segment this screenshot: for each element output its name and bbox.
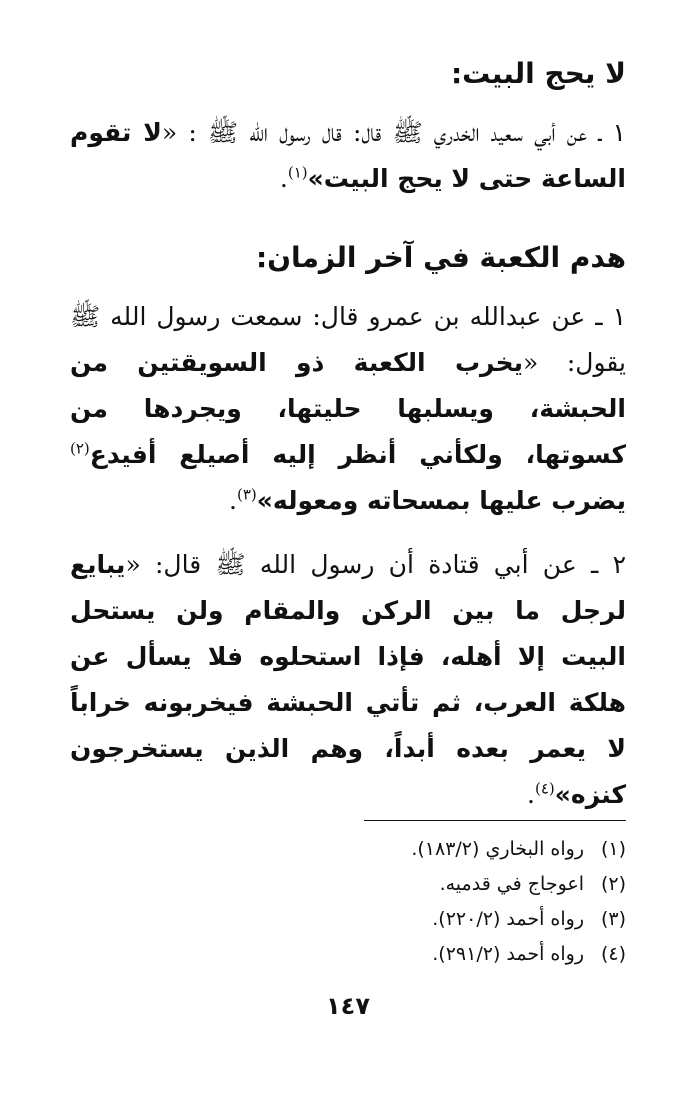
footnote-number: (٢) bbox=[600, 873, 626, 895]
footnote-ref[interactable]: (٣) bbox=[236, 485, 257, 504]
section-heading-kaaba: هدم الكعبة في آخر الزمان: bbox=[255, 241, 626, 274]
footnote-number: (٣) bbox=[600, 908, 626, 930]
footnote-number: (١) bbox=[600, 838, 626, 860]
page-body bbox=[70, 52, 626, 836]
footnote-text: رواه أحمد (٢٩١/٢). bbox=[432, 943, 584, 965]
footnote-item bbox=[206, 937, 626, 972]
hadith-number: ١ ـ bbox=[595, 302, 626, 331]
hadith-paragraph bbox=[70, 542, 626, 818]
hadith-intro: عن عبدالله بن عمرو قال: سمعت رسول الله ﷺ يقول: « bbox=[70, 302, 626, 377]
footnote-number: (٤) bbox=[600, 943, 626, 965]
hadith-number: ٢ ـ bbox=[590, 550, 626, 579]
hadith-intro: عن أبي سعيد الخدري ﷺ قال: قال رسول الله ﷺ : « bbox=[161, 118, 588, 147]
footnote-ref[interactable]: (٢) bbox=[70, 439, 90, 458]
footnote-item bbox=[206, 902, 626, 937]
hadith-text: لا تقوم الساعة حتى لا يحج البيت» bbox=[70, 118, 626, 193]
footnote-text: رواه البخاري (١٨٣/٢). bbox=[411, 838, 584, 860]
sentence-end: . bbox=[279, 164, 288, 193]
hadith-number: ١ ـ bbox=[598, 118, 626, 147]
hadith-paragraph bbox=[70, 294, 626, 524]
sentence-end: . bbox=[527, 780, 535, 809]
footnote-ref[interactable]: (١) bbox=[287, 163, 308, 182]
hadith-text: يضرب عليها بمسحاته ومعوله» bbox=[256, 486, 626, 515]
footnote-divider bbox=[364, 820, 626, 821]
hadith-intro: عن أبي قتادة أن رسول الله ﷺ قال: « bbox=[125, 550, 577, 579]
footnote-text: رواه أحمد (٢٢٠/٢). bbox=[432, 908, 584, 930]
footnotes bbox=[206, 832, 626, 972]
footnote-item bbox=[206, 832, 626, 867]
hadith-paragraph bbox=[70, 110, 626, 202]
footnote-text: اعوجاج في قدميه. bbox=[439, 873, 584, 895]
page-number: ١٤٧ bbox=[326, 992, 370, 1020]
hadith-text: يخرب الكعبة ذو السويقتين من الحبشة، ويسلبها حليتها، ويجردها من كسوتها، ولكأني أنظر إليه أصيلع أفيدع bbox=[70, 348, 626, 469]
hadith-text: يبايع لرجل ما بين الركن والمقام ولن يستحل البيت إلا أهله، فإذا استحلوه فلا يسأل عن هلكة العرب، ثم تأتي الحبشة فيخربونه خراباً لا يعمر بعده أبداً، وهم الذين يستخرجون كنزه» bbox=[70, 550, 626, 809]
footnote-item bbox=[206, 867, 626, 902]
footnote-ref[interactable]: (٤) bbox=[535, 779, 555, 798]
section-heading-hajj: لا يحج البيت: bbox=[450, 57, 626, 90]
sentence-end: . bbox=[229, 486, 237, 515]
